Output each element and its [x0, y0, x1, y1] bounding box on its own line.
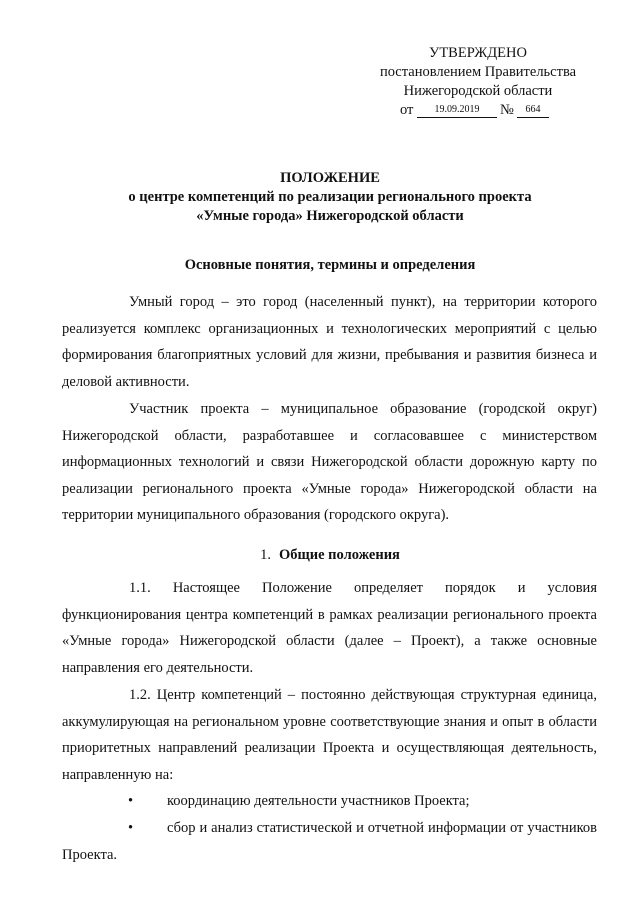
decree-number: 664	[517, 102, 549, 118]
approval-date-line	[360, 101, 596, 121]
paragraph-1-2: 1.2. Центр компетенций – постоянно действующая структурная единица, аккумулирующая на региональном уровне соответствующие знания и опыт в области приоритетных направлений реализации Проекта и осуществляющая деятельность, направленную на:	[62, 687, 597, 783]
approval-region: Нижегородской области	[403, 83, 553, 99]
section-title: Общие положения	[278, 547, 400, 563]
approval-heading: УТВЕРЖДЕНО	[429, 45, 527, 61]
list-item-text: сбор и анализ статистической и отчетной информации от участников Проекта.	[62, 820, 597, 863]
paragraph-1-1: 1.1. Настоящее Положение определяет порядок и условия функционирования центра компетенций в рамках реализации регионального проекта «Умные города» Нижегородской области (далее – Проект), а также основные направления его деятельности.	[62, 580, 597, 676]
list-item	[62, 815, 597, 868]
title-line-2: о центре компетенций по реализации регионального проекта	[128, 189, 532, 205]
section-heading-definitions: Основные понятия, термины и определения	[184, 257, 476, 273]
document-title	[60, 169, 600, 226]
approval-stamp	[360, 44, 596, 121]
title-line-1: ПОЛОЖЕНИЕ	[280, 170, 380, 186]
paragraph-smart-city-definition: Умный город – это город (населенный пункт), на территории которого реализуется комплекс организационных и технологических мероприятий с целью формирования благоприятных условий для жизни, пребывания и развития бизнеса и деловой активности.	[62, 294, 597, 390]
section-number: 1.	[260, 547, 271, 563]
title-line-3: «Умные города» Нижегородской области	[196, 208, 464, 224]
list-item	[62, 788, 597, 815]
approval-by-decree: постановлением Правительства	[379, 64, 577, 80]
section-heading-general	[60, 546, 600, 565]
date-prefix-label: от	[400, 102, 414, 118]
list-item-text: координацию деятельности участников Проекта;	[167, 793, 470, 809]
bullet-icon: •	[128, 793, 134, 809]
bullet-icon: •	[128, 820, 134, 836]
approval-date: 19.09.2019	[417, 102, 497, 118]
paragraph-participant-definition: Участник проекта – муниципальное образование (городской округ) Нижегородской области, разработавшее и согласовавшее с министерством информационных технологий и связи Нижегородской области дорожную карту по реализации регионального проекта «Умные города» Нижегородской области на территории муниципального образования (городского округа).	[62, 401, 597, 524]
number-sign-label: №	[500, 102, 514, 118]
